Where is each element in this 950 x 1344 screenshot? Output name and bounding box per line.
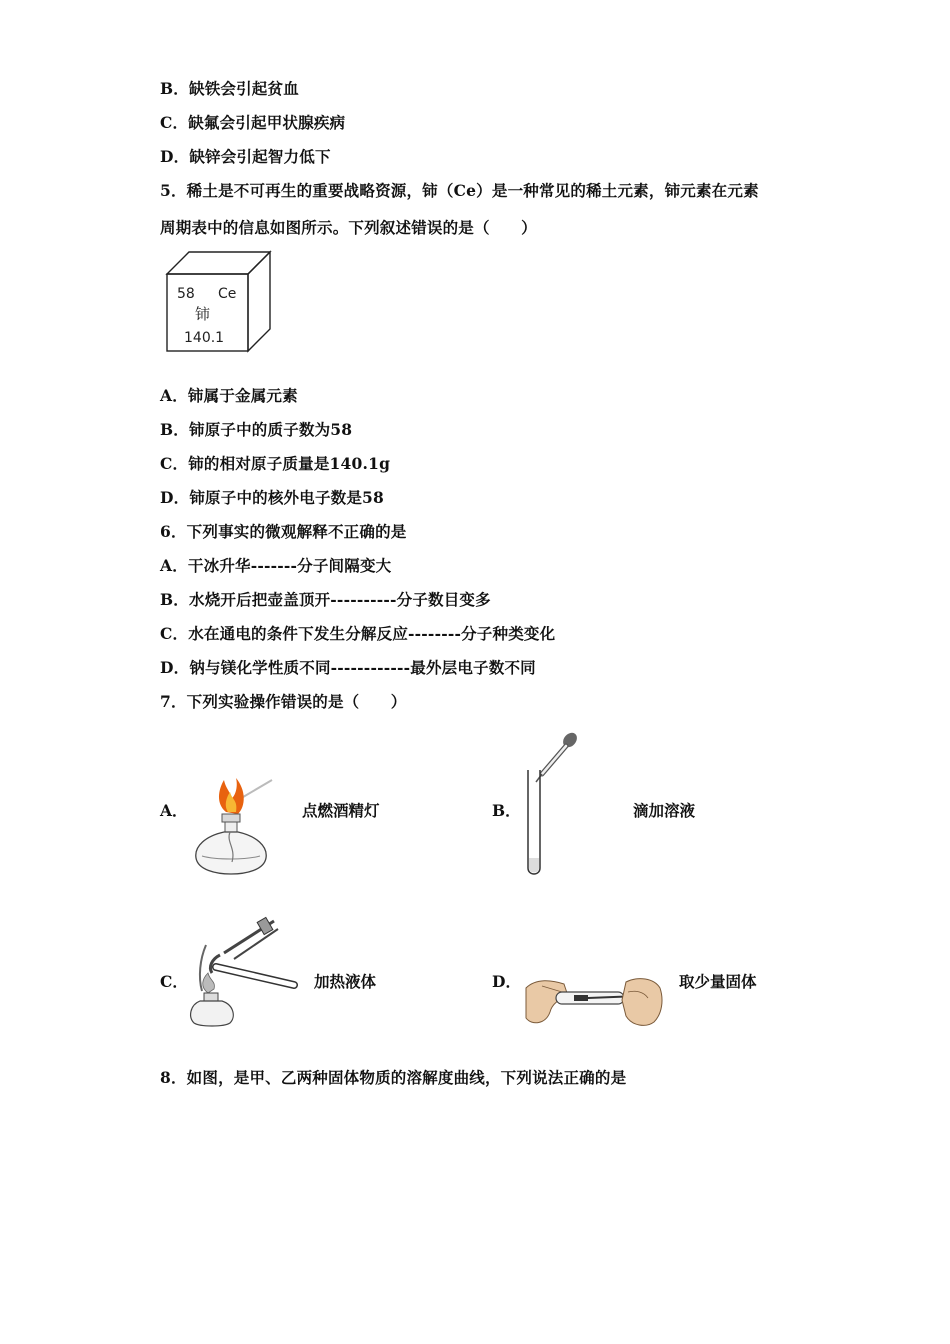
element-atomic-number: 58 — [177, 286, 195, 302]
q6-option-a: A．干冰升华-------分子间隔变大 — [160, 556, 392, 575]
element-name: 铈 — [195, 305, 211, 323]
q7-stem: 7．下列实验操作错误的是（ ） — [160, 692, 407, 711]
q5-option-b: B．铈原子中的质子数为58 — [160, 420, 353, 439]
q6-option-c: C．水在通电的条件下发生分解反应--------分子种类变化 — [160, 624, 556, 643]
q5-stem-line2: 周期表中的信息如图所示。下列叙述错误的是（ ） — [160, 218, 537, 237]
dropper-test-tube-icon — [518, 730, 588, 880]
q7-option-b-caption: 滴加溶液 — [633, 801, 696, 820]
q7-option-a-label: A． — [160, 801, 188, 820]
q6-option-d: D．钠与镁化学性质不同------------最外层电子数不同 — [160, 658, 536, 677]
q7-option-d-caption: 取少量固体 — [679, 972, 757, 991]
q5-stem-line1: 5．稀土是不可再生的重要战略资源，铈（Ce）是一种常见的稀土元素，铈元素在元素 — [160, 181, 759, 200]
q7-option-b-label: B． — [492, 801, 521, 820]
q4-option-d: D．缺锌会引起智力低下 — [160, 147, 331, 166]
q7-option-c-label: C． — [160, 972, 188, 991]
element-atomic-mass: 140.1 — [184, 330, 225, 346]
q4-option-c: C．缺氟会引起甲状腺疾病 — [160, 113, 346, 132]
q5-option-a: A．铈属于金属元素 — [160, 386, 298, 405]
q7-option-a-caption: 点燃酒精灯 — [302, 801, 380, 820]
q6-stem: 6．下列事实的微观解释不正确的是 — [160, 522, 407, 541]
heating-liquid-icon — [186, 915, 301, 1030]
q7-option-c-caption: 加热液体 — [314, 972, 377, 991]
q5-option-c: C．铈的相对原子质量是140.1g — [160, 454, 391, 473]
q5-option-d: D．铈原子中的核外电子数是58 — [160, 488, 385, 507]
q8-stem: 8．如图，是甲、乙两种固体物质的溶解度曲线，下列说法正确的是 — [160, 1068, 627, 1087]
element-cell-figure — [164, 248, 274, 354]
q4-option-b: B．缺铁会引起贫血 — [160, 79, 299, 98]
q6-option-b: B．水烧开后把壶盖顶开----------分子数目变多 — [160, 590, 491, 609]
q7-option-d-label: D． — [492, 972, 521, 991]
alcohol-lamp-lighting-icon — [186, 770, 276, 880]
taking-solid-icon — [522, 968, 664, 1030]
element-symbol: Ce — [218, 286, 237, 302]
